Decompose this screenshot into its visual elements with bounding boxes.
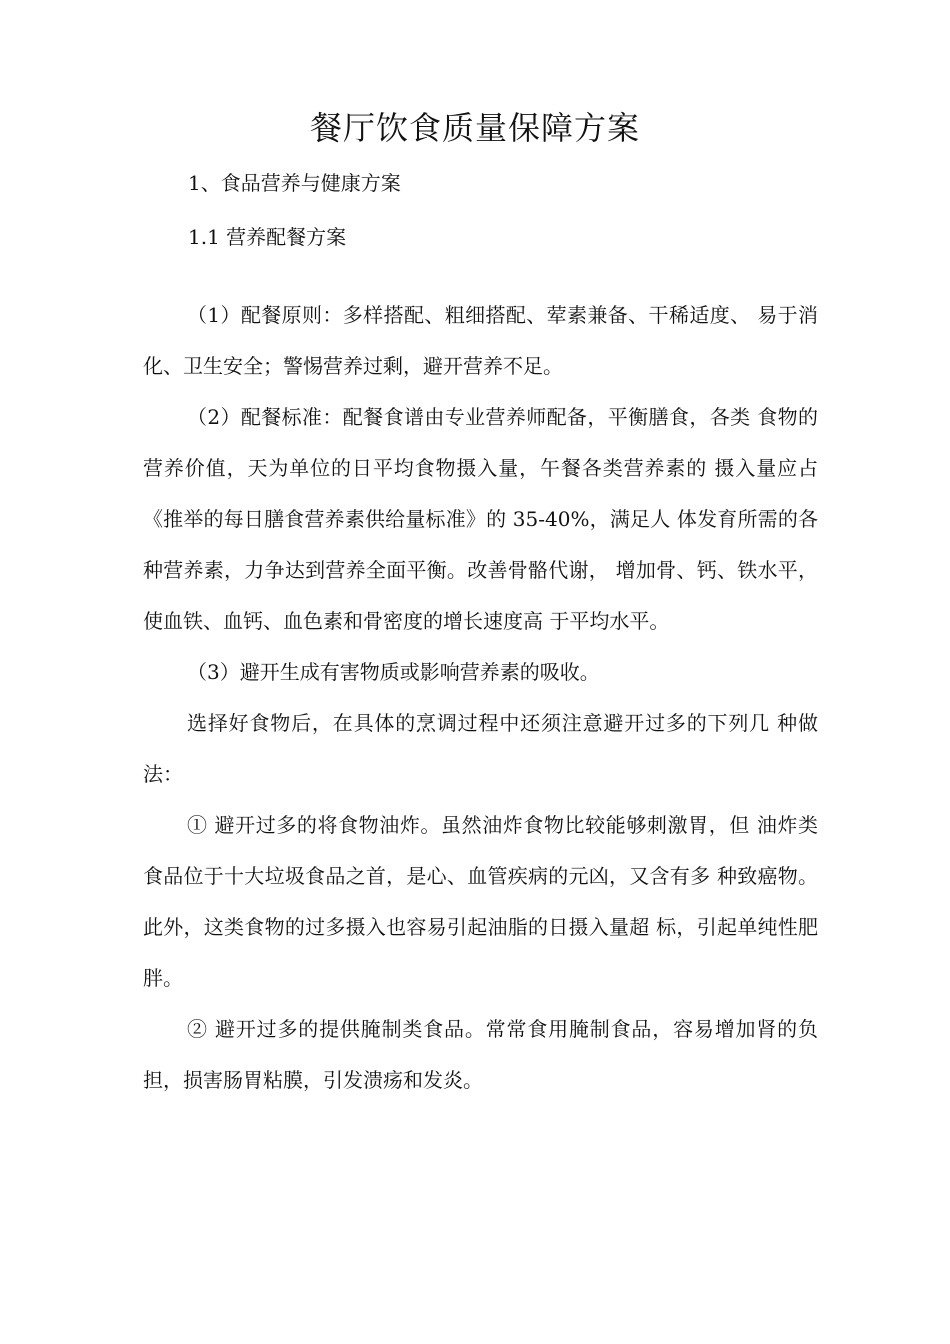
paragraph-standards: （2）配餐标准：配餐食谱由专业营养师配备，平衡膳食，各类 食物的营养价值，天为单位的日平均食物摄入量，午餐各类营养素的 摄入量应占《推举的每日膳食营养素供给量标准》的 35-40%，满足人 体发育所需的各种营养素，力争达到营养全面平衡。改善骨骼代谢， 增加骨、钙、铁水平，使血铁、血钙、血色素和骨密度的增长速度高 于平均水平。 — [143, 405, 818, 633]
paragraph-avoid-frying: ① 避开过多的将食物油炸。虽然油炸食物比较能够刺激胃，但 油炸类食品位于十大垃圾食品之首，是心、血管疾病的元凶，又含有多 种致癌物。此外，这类食物的过多摄入也容易引起油脂的日摄入量超 标，引起单纯性肥胖。 — [143, 813, 818, 990]
section-heading-1-1: 1.1 营养配餐方案 — [188, 225, 347, 249]
paragraph-avoid-pickled: ② 避开过多的提供腌制类食品。常常食用腌制食品，容易增加肾的负担，损害肠胃粘膜，引发溃疡和发炎。 — [143, 1017, 818, 1092]
document-body — [143, 290, 818, 1106]
paragraph-avoid-harmful: （3）避开生成有害物质或影响营养素的吸收。 — [187, 660, 600, 684]
paragraph-cooking-intro: 选择好食物后，在具体的烹调过程中还须注意避开过多的下列几 种做法： — [143, 711, 818, 786]
paragraph-principles: （1）配餐原则：多样搭配、粗细搭配、荤素兼备、干稀适度、 易于消化、卫生安全；警惕营养过剩，避开营养不足。 — [143, 303, 818, 378]
document-title: 餐厅饮食质量保障方案 — [309, 109, 640, 147]
section-heading-1: 1、食品营养与健康方案 — [188, 171, 401, 195]
